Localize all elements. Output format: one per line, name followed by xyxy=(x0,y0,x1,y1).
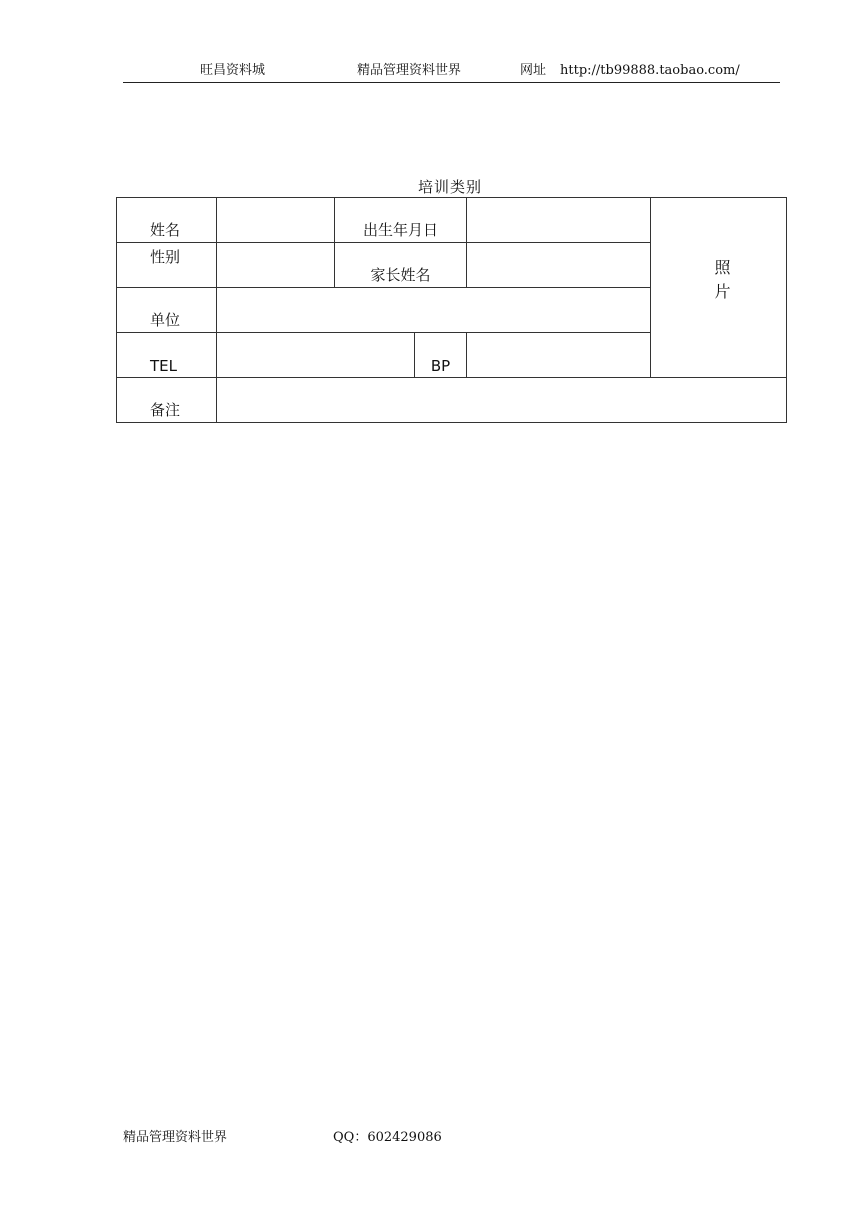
footer-qq-text: QQ：602429086 xyxy=(333,1130,442,1145)
photo-box[interactable] xyxy=(651,198,787,378)
photo-label-line2: 片 xyxy=(714,281,731,301)
page-header xyxy=(123,62,780,83)
header-site-url: http://tb99888.taobao.com/ xyxy=(560,63,740,78)
tel-label: TEL xyxy=(117,333,217,378)
gender-label: 性别 xyxy=(117,243,217,288)
registration-form-table xyxy=(116,197,787,423)
header-site-label: 网址 xyxy=(520,63,547,78)
remarks-label: 备注 xyxy=(117,378,217,423)
header-left-text: 旺昌资料城 xyxy=(200,63,266,78)
unit-field[interactable] xyxy=(217,288,651,333)
birth-date-field[interactable] xyxy=(467,198,651,243)
parent-name-field[interactable] xyxy=(467,243,651,288)
bp-label: BP xyxy=(415,333,467,378)
unit-label: 单位 xyxy=(117,288,217,333)
page-footer xyxy=(123,1130,442,1146)
parent-name-label: 家长姓名 xyxy=(335,243,467,288)
photo-label-line1: 照 xyxy=(714,257,731,277)
header-middle-text: 精品管理资料世界 xyxy=(357,63,462,78)
name-field[interactable] xyxy=(217,198,335,243)
gender-field[interactable] xyxy=(217,243,335,288)
footer-left-text: 精品管理资料世界 xyxy=(123,1130,228,1145)
form-row-remarks xyxy=(117,378,787,423)
tel-field[interactable] xyxy=(217,333,415,378)
birth-date-label: 出生年月日 xyxy=(335,198,467,243)
form-row-name xyxy=(117,198,787,243)
name-label: 姓名 xyxy=(117,198,217,243)
remarks-field[interactable] xyxy=(217,378,787,423)
form-title: 培训类别 xyxy=(417,178,482,196)
bp-field[interactable] xyxy=(467,333,651,378)
